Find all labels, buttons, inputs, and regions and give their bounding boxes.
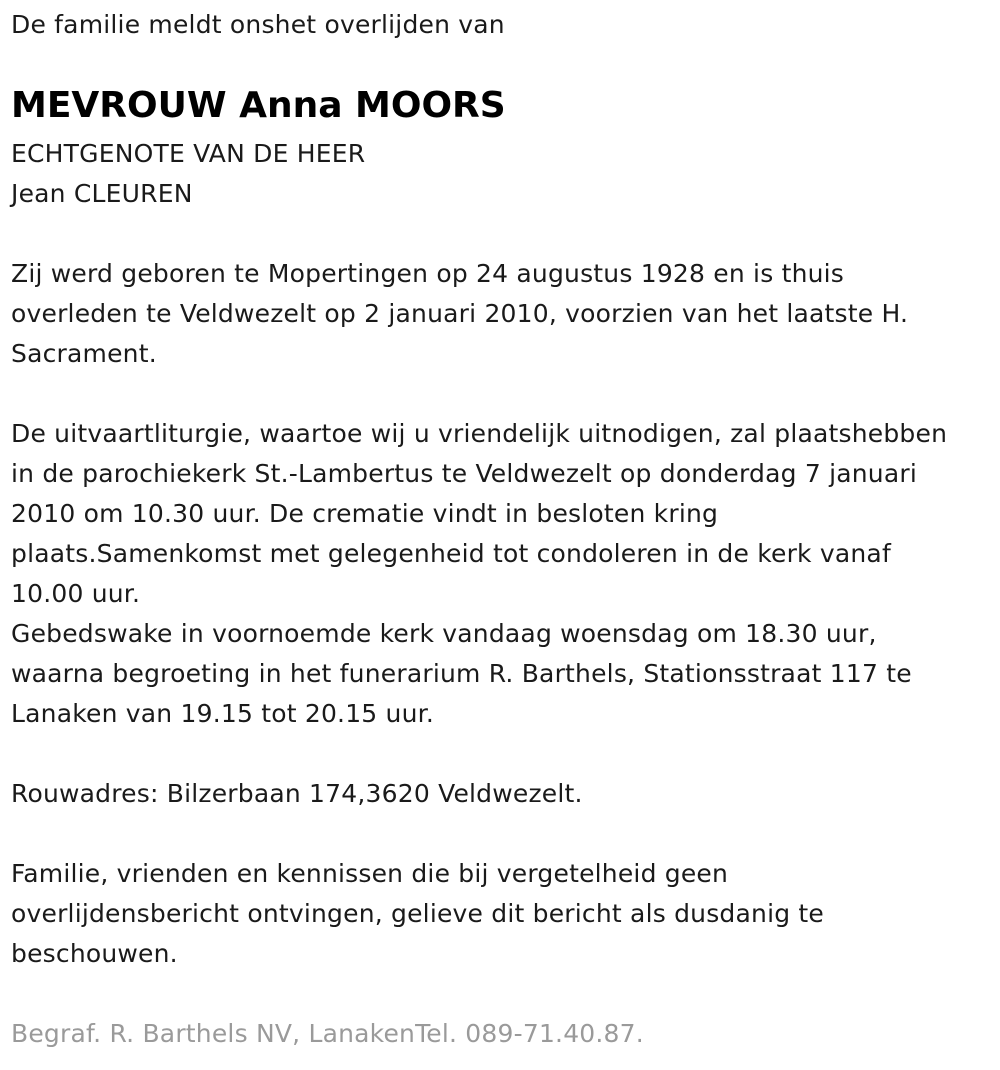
family-paragraph <box>11 854 824 974</box>
funeral-line: De uitvaartliturgie, waartoe wij u vriendelijk uitnodigen, zal plaatshebben <box>11 419 948 448</box>
wake-line: waarna begroeting in het funerarium R. Barthels, Stationsstraat 117 te <box>11 659 912 688</box>
birth-line: overleden te Veldwezelt op 2 januari 2010, voorzien van het laatste H. <box>11 299 909 328</box>
birth-paragraph <box>11 254 908 374</box>
funeral-home-footer: Begraf. R. Barthels NV, LanakenTel. 089-71.40.87. <box>11 1019 644 1048</box>
birth-line: Zij werd geboren te Mopertingen op 24 augustus 1928 en is thuis <box>11 259 845 288</box>
address-line: Rouwadres: Bilzerbaan 174,3620 Veldwezelt. <box>11 779 583 808</box>
family-line: Familie, vrienden en kennissen die bij vergetelheid geen <box>11 859 729 888</box>
funeral-paragraph <box>11 414 947 734</box>
spouse-block <box>11 134 365 214</box>
funeral-line: in de parochiekerk St.-Lambertus te Veldwezelt op donderdag 7 januari <box>11 459 917 488</box>
funeral-line: 10.00 uur. <box>11 579 141 608</box>
funeral-line: plaats.Samenkomst met gelegenheid tot condoleren in de kerk vanaf <box>11 539 891 568</box>
funeral-line: 2010 om 10.30 uur. De crematie vindt in besloten kring <box>11 499 719 528</box>
family-line: beschouwen. <box>11 939 178 968</box>
mourning-address <box>11 774 583 814</box>
family-line: overlijdensbericht ontvingen, gelieve dit bericht als dusdanig te <box>11 899 825 928</box>
wake-line: Lanaken van 19.15 tot 20.15 uur. <box>11 699 434 728</box>
deceased-name: MEVROUW Anna MOORS <box>11 85 506 126</box>
spouse-name: Jean CLEUREN <box>11 179 193 208</box>
intro-text: De familie meldt onshet overlijden van <box>11 10 505 39</box>
wake-line: Gebedswake in voornoemde kerk vandaag woensdag om 18.30 uur, <box>11 619 877 648</box>
birth-line: Sacrament. <box>11 339 157 368</box>
spouse-title: ECHTGENOTE VAN DE HEER <box>11 139 366 168</box>
